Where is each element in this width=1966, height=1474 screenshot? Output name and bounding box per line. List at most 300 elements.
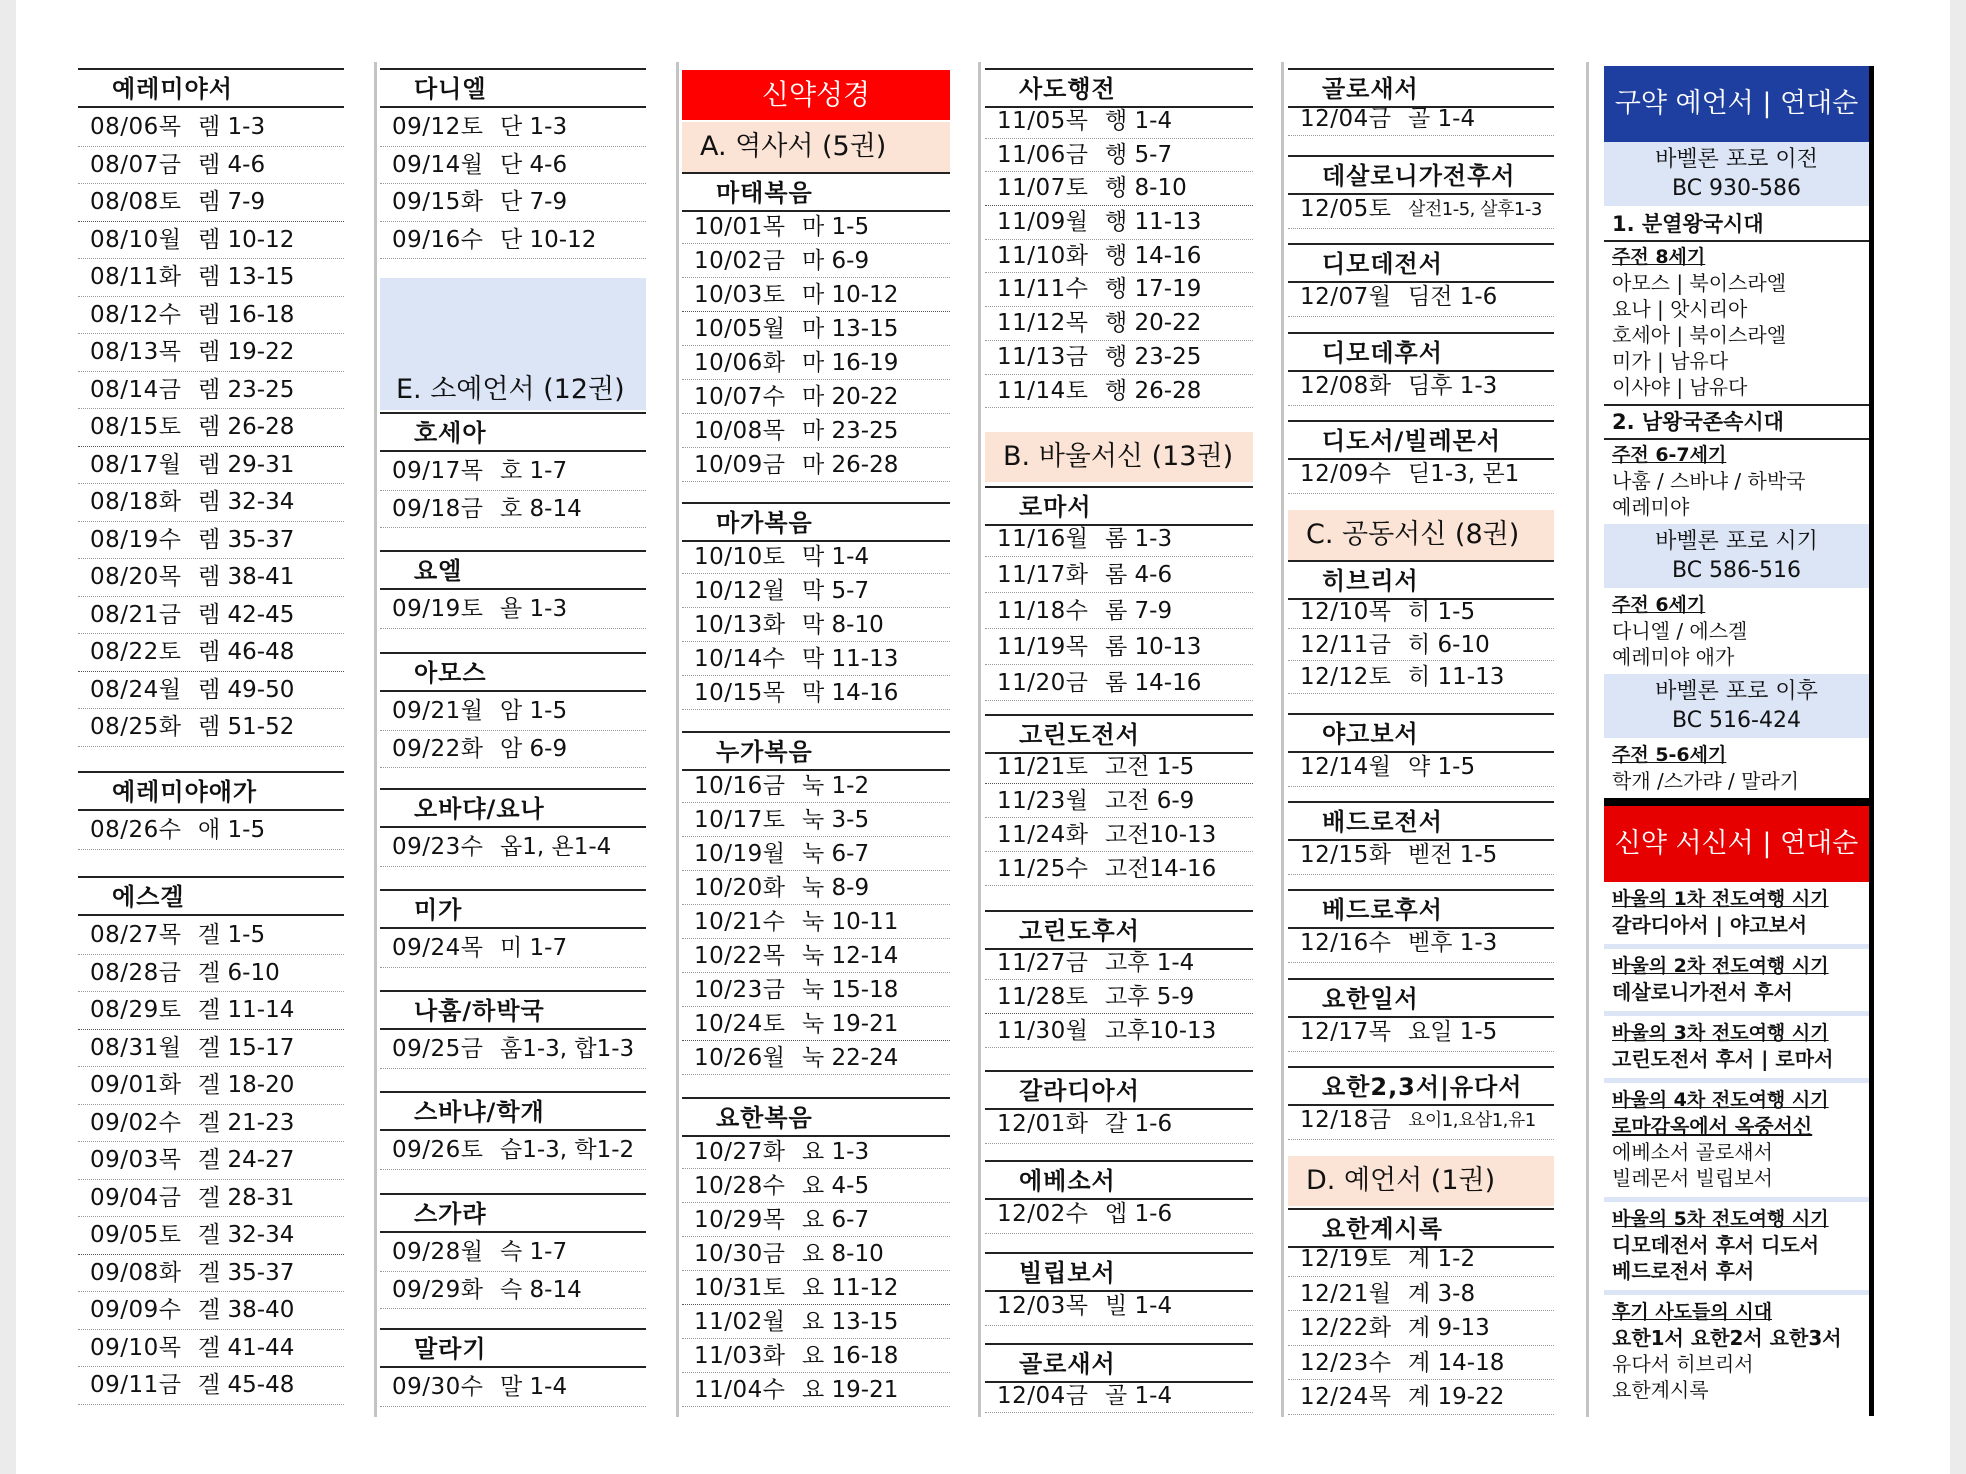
book-title: 고린도후서 bbox=[985, 910, 1253, 950]
reading-row bbox=[682, 414, 950, 448]
reading-row bbox=[1288, 596, 1554, 629]
reading-row bbox=[985, 946, 1253, 980]
reading-range: 렘 10-12 bbox=[198, 226, 295, 253]
reading-date: 12/22화 bbox=[1300, 1315, 1392, 1341]
reading-row bbox=[985, 172, 1253, 206]
book-title: 골로새서 bbox=[1288, 68, 1554, 108]
reading-date: 11/25수 bbox=[997, 856, 1089, 882]
reading-row bbox=[380, 1132, 646, 1170]
reading-range: 요 13-15 bbox=[802, 1309, 899, 1335]
reading-rows bbox=[985, 946, 1253, 1048]
reading-range: 겔 28-31 bbox=[198, 1184, 295, 1211]
reading-rows bbox=[1288, 1014, 1554, 1052]
reading-row bbox=[78, 259, 344, 297]
reading-range: 마 6-9 bbox=[802, 248, 870, 274]
reading-row bbox=[682, 1169, 950, 1203]
reading-date: 11/30월 bbox=[997, 1018, 1089, 1044]
period-title: 바울의 1차 전도여행 시기 bbox=[1612, 888, 1829, 910]
reading-date: 12/08화 bbox=[1300, 373, 1392, 399]
reading-date: 11/16월 bbox=[997, 526, 1089, 552]
reading-row bbox=[380, 930, 646, 968]
reading-date: 09/05토 bbox=[90, 1222, 182, 1248]
period-years: BC 930-586 bbox=[1672, 176, 1801, 201]
reading-range: 렘 23-25 bbox=[198, 376, 295, 403]
reading-range: 단 4-6 bbox=[500, 151, 568, 178]
reading-date: 12/19토 bbox=[1300, 1246, 1392, 1272]
reading-row bbox=[78, 447, 344, 485]
reading-range: 눅 8-9 bbox=[802, 875, 870, 901]
reading-row bbox=[682, 1373, 950, 1407]
reading-range: 마 13-15 bbox=[802, 316, 899, 342]
reading-range: 렘 49-50 bbox=[198, 676, 295, 703]
reading-date: 12/24목 bbox=[1300, 1384, 1392, 1410]
century-5-6-box bbox=[1604, 740, 1869, 798]
reading-range: 겔 38-40 bbox=[198, 1297, 295, 1323]
category-label: A. 역사서 (5권) bbox=[682, 122, 950, 172]
reading-range: 겔 24-27 bbox=[198, 1147, 295, 1173]
reading-range: 막 11-13 bbox=[802, 646, 899, 672]
reading-date: 11/18수 bbox=[997, 598, 1089, 624]
reading-range: 렘 7-9 bbox=[198, 189, 266, 215]
column-4 bbox=[985, 0, 1253, 1474]
reading-rows bbox=[682, 769, 950, 1075]
legend-line: 데살로니가전서 후서 bbox=[1612, 980, 1793, 1004]
reading-date: 12/12토 bbox=[1300, 664, 1392, 690]
reading-row bbox=[682, 939, 950, 973]
reading-date: 09/15화 bbox=[392, 189, 484, 215]
category-label: E. 소예언서 (12권) bbox=[396, 374, 625, 405]
reading-range: 고후 5-9 bbox=[1105, 984, 1195, 1010]
reading-row bbox=[682, 1271, 950, 1305]
reading-date: 10/14수 bbox=[694, 646, 786, 672]
column-3 bbox=[682, 0, 950, 1474]
reading-row bbox=[985, 593, 1253, 629]
reading-range: 렘 4-6 bbox=[198, 151, 266, 178]
reading-row bbox=[380, 591, 646, 629]
legend-divider bbox=[1604, 1197, 1869, 1202]
reading-date: 08/21금 bbox=[90, 601, 182, 628]
reading-date: 12/09수 bbox=[1300, 461, 1392, 487]
book-title: 골로새서 bbox=[985, 1343, 1253, 1383]
reading-rows bbox=[78, 812, 344, 850]
reading-range: 히 6-10 bbox=[1408, 631, 1490, 658]
reading-range: 요이1,요삼1,유1 bbox=[1408, 1110, 1536, 1131]
chronology-legend bbox=[1604, 66, 1874, 1416]
legend-line: 나훔 / 스바냐 / 하박국 bbox=[1612, 469, 1806, 493]
reading-row bbox=[985, 375, 1253, 409]
reading-date: 10/22목 bbox=[694, 943, 786, 969]
ot-legend-title: 구약 예언서 | 연대순 bbox=[1604, 66, 1869, 142]
period-title: 바울의 3차 전도여행 시기 bbox=[1612, 1022, 1829, 1044]
reading-date: 12/17목 bbox=[1300, 1019, 1392, 1045]
book-title: 요한일서 bbox=[1288, 978, 1554, 1018]
reading-row bbox=[78, 1142, 344, 1180]
reading-range: 계 1-2 bbox=[1408, 1246, 1476, 1272]
reading-date: 08/24월 bbox=[90, 676, 182, 703]
reading-row bbox=[1288, 368, 1554, 406]
reading-range: 히 11-13 bbox=[1408, 664, 1505, 690]
reading-range: 애 1-5 bbox=[198, 817, 266, 843]
book-title: 나훔/하박국 bbox=[380, 990, 646, 1030]
book-title: 말라기 bbox=[380, 1328, 646, 1368]
reading-row bbox=[985, 557, 1253, 593]
reading-range: 겔 18-20 bbox=[198, 1072, 295, 1098]
reading-row bbox=[380, 147, 646, 185]
reading-range: 욜 1-3 bbox=[500, 596, 568, 622]
reading-date: 09/10목 bbox=[90, 1334, 182, 1361]
reading-row bbox=[380, 731, 646, 769]
reading-date: 09/26토 bbox=[392, 1137, 484, 1163]
reading-range: 막 14-16 bbox=[802, 680, 899, 706]
legend-line: 유다서 히브리서 bbox=[1612, 1352, 1754, 1376]
reading-date: 10/30금 bbox=[694, 1241, 786, 1267]
reading-row bbox=[1288, 925, 1554, 963]
reading-date: 08/15토 bbox=[90, 414, 182, 440]
reading-date: 08/12수 bbox=[90, 301, 182, 328]
reading-row bbox=[985, 629, 1253, 665]
reading-row bbox=[78, 522, 344, 560]
period-title: 바울의 5차 전도여행 시기 bbox=[1612, 1208, 1829, 1230]
legend-line: 요한1서 요한2서 요한3서 bbox=[1612, 1326, 1842, 1350]
column-5 bbox=[1288, 0, 1554, 1474]
reading-date: 09/08화 bbox=[90, 1259, 182, 1286]
reading-range: 행 1-4 bbox=[1105, 108, 1173, 134]
reading-rows bbox=[1288, 456, 1554, 494]
legend-line: 갈라디아서 | 야고보서 bbox=[1612, 913, 1808, 937]
reading-date: 10/15목 bbox=[694, 680, 786, 706]
period-title: 바울의 4차 전도여행 시기 bbox=[1612, 1089, 1829, 1111]
reading-row bbox=[78, 409, 344, 447]
reading-row bbox=[78, 1255, 344, 1293]
reading-range: 고전10-13 bbox=[1105, 822, 1217, 848]
reading-date: 11/17화 bbox=[997, 562, 1089, 588]
reading-row bbox=[78, 709, 344, 747]
reading-row bbox=[985, 139, 1253, 173]
reading-date: 12/05토 bbox=[1300, 196, 1392, 222]
book-title: 로마서 bbox=[985, 486, 1253, 526]
reading-rows bbox=[380, 1132, 646, 1170]
reading-range: 렘 13-15 bbox=[198, 264, 295, 290]
epistle-period bbox=[1604, 1299, 1869, 1403]
reading-date: 12/10목 bbox=[1300, 599, 1392, 625]
reading-row bbox=[380, 829, 646, 867]
reading-row bbox=[78, 484, 344, 522]
epistle-period bbox=[1604, 953, 1869, 1005]
reading-range: 렘 46-48 bbox=[198, 639, 295, 665]
column-divider bbox=[1281, 62, 1284, 1417]
reading-range: 행 8-10 bbox=[1105, 175, 1187, 202]
reading-date: 12/16수 bbox=[1300, 930, 1392, 956]
reading-row bbox=[985, 105, 1253, 139]
reading-row bbox=[682, 905, 950, 939]
reading-range: 엡 1-6 bbox=[1105, 1201, 1173, 1227]
period-years: BC 586-516 bbox=[1672, 558, 1801, 583]
reading-date: 12/04금 bbox=[997, 1383, 1089, 1409]
legend-line: 에베소서 골로새서 bbox=[1612, 1140, 1773, 1164]
reading-date: 08/28금 bbox=[90, 959, 182, 986]
reading-date: 09/14월 bbox=[392, 151, 484, 178]
reading-row bbox=[78, 109, 344, 147]
reading-date: 11/04수 bbox=[694, 1377, 786, 1403]
reading-range: 요 11-12 bbox=[802, 1275, 899, 1301]
reading-date: 09/16수 bbox=[392, 226, 484, 253]
reading-rows bbox=[380, 1031, 646, 1069]
reading-range: 고후10-13 bbox=[1105, 1018, 1217, 1044]
period-years: BC 516-424 bbox=[1672, 708, 1801, 733]
reading-range: 눅 12-14 bbox=[802, 943, 899, 969]
reading-range: 눅 6-7 bbox=[802, 841, 870, 867]
period-label: 바벨론 포로 시기 bbox=[1655, 529, 1818, 554]
reading-row bbox=[380, 1031, 646, 1069]
reading-range: 호 8-14 bbox=[500, 495, 582, 522]
reading-rows bbox=[78, 109, 344, 747]
reading-row bbox=[78, 1030, 344, 1068]
reading-range: 렘 29-31 bbox=[198, 451, 295, 478]
reading-row bbox=[682, 448, 950, 482]
legend-line: 미가 | 남유다 bbox=[1612, 349, 1729, 373]
reading-range: 마 16-19 bbox=[802, 350, 899, 376]
reading-row bbox=[682, 837, 950, 871]
reading-date: 12/03목 bbox=[997, 1293, 1089, 1319]
book-title: 다니엘 bbox=[380, 68, 646, 108]
reading-date: 09/18금 bbox=[392, 495, 484, 522]
book-title: 디도서/빌레몬서 bbox=[1288, 420, 1554, 460]
reading-date: 11/27금 bbox=[997, 950, 1089, 976]
book-title: 호세아 bbox=[380, 412, 646, 452]
legend-divider bbox=[1604, 1290, 1869, 1295]
reading-date: 08/26수 bbox=[90, 817, 182, 843]
reading-date: 11/24화 bbox=[997, 822, 1089, 848]
nt-legend-title: 신약 서신서 | 연대순 bbox=[1604, 806, 1869, 882]
reading-range: 계 19-22 bbox=[1408, 1384, 1505, 1410]
reading-row bbox=[78, 147, 344, 185]
book-title: 빌립보서 bbox=[985, 1252, 1253, 1292]
reading-range: 눅 3-5 bbox=[802, 807, 870, 833]
legend-line: 베드로전서 후서 bbox=[1612, 1259, 1755, 1283]
reading-range: 롬 14-16 bbox=[1105, 670, 1202, 696]
reading-range: 훔1-3, 합1-3 bbox=[500, 1036, 635, 1062]
kingdom-era-1: 1. 분열왕국시대 bbox=[1604, 208, 1869, 242]
reading-date: 10/17토 bbox=[694, 807, 786, 833]
reading-date: 10/08목 bbox=[694, 418, 786, 444]
reading-row bbox=[682, 346, 950, 380]
reading-range: 눅 10-11 bbox=[802, 909, 899, 935]
reading-rows bbox=[682, 1135, 950, 1407]
reading-range: 렘 26-28 bbox=[198, 414, 295, 440]
reading-range: 요 8-10 bbox=[802, 1241, 884, 1267]
reading-range: 행 20-22 bbox=[1105, 310, 1202, 337]
reading-date: 11/02월 bbox=[694, 1309, 786, 1335]
reading-rows bbox=[1288, 191, 1554, 229]
reading-range: 갈 1-6 bbox=[1105, 1111, 1173, 1137]
reading-date: 09/09수 bbox=[90, 1297, 182, 1323]
book-title: 야고보서 bbox=[1288, 713, 1554, 753]
reading-range: 겔 1-5 bbox=[198, 922, 266, 948]
reading-range: 롬 4-6 bbox=[1105, 562, 1173, 588]
reading-row bbox=[985, 1014, 1253, 1048]
reading-row bbox=[682, 1135, 950, 1169]
column-divider bbox=[374, 62, 377, 1417]
reading-range: 롬 10-13 bbox=[1105, 634, 1202, 660]
reading-row bbox=[1288, 1311, 1554, 1346]
reading-date: 09/24목 bbox=[392, 935, 484, 961]
reading-rows bbox=[78, 917, 344, 1405]
book-title: 요엘 bbox=[380, 550, 646, 590]
reading-date: 10/23금 bbox=[694, 977, 786, 1003]
reading-date: 08/29토 bbox=[90, 997, 182, 1023]
reading-range: 겔 35-37 bbox=[198, 1259, 295, 1286]
legend-divider bbox=[1604, 944, 1869, 949]
reading-date: 11/28토 bbox=[997, 984, 1089, 1010]
reading-date: 09/29화 bbox=[392, 1276, 484, 1303]
reading-date: 10/02금 bbox=[694, 248, 786, 274]
column-2 bbox=[380, 0, 646, 1474]
reading-row bbox=[985, 240, 1253, 274]
reading-row bbox=[985, 1379, 1253, 1413]
epistle-period bbox=[1604, 1020, 1869, 1072]
reading-range: 겔 6-10 bbox=[198, 959, 280, 986]
reading-row bbox=[78, 955, 344, 993]
reading-rows bbox=[1288, 749, 1554, 787]
period-exile bbox=[1604, 524, 1869, 590]
century-label: 주전 8세기 bbox=[1612, 246, 1706, 268]
reading-row bbox=[78, 672, 344, 710]
reading-row bbox=[682, 803, 950, 837]
century-label: 주전 6세기 bbox=[1612, 594, 1706, 616]
reading-row bbox=[985, 521, 1253, 557]
reading-date: 09/01화 bbox=[90, 1072, 182, 1098]
reading-rows bbox=[1288, 925, 1554, 963]
book-title: 베드로후서 bbox=[1288, 889, 1554, 929]
reading-range: 계 14-18 bbox=[1408, 1349, 1505, 1376]
legend-line: 빌레몬서 빌립보서 bbox=[1612, 1166, 1773, 1190]
reading-row bbox=[682, 210, 950, 244]
reading-range: 행 14-16 bbox=[1105, 242, 1202, 269]
reading-date: 09/30수 bbox=[392, 1374, 484, 1400]
reading-row bbox=[78, 634, 344, 672]
century-6-box bbox=[1604, 590, 1869, 674]
book-title: 디모데전서 bbox=[1288, 243, 1554, 283]
reading-row bbox=[380, 1234, 646, 1272]
reading-date: 09/21월 bbox=[392, 698, 484, 724]
category-label: B. 바울서신 (13권) bbox=[985, 432, 1253, 482]
reading-rows bbox=[985, 1288, 1253, 1326]
reading-row bbox=[1288, 1014, 1554, 1052]
period-title: 후기 사도들의 시대 bbox=[1612, 1301, 1773, 1323]
reading-date: 09/03목 bbox=[90, 1147, 182, 1173]
epistle-period bbox=[1604, 1087, 1869, 1191]
reading-range: 옵1, 욘1-4 bbox=[500, 834, 612, 860]
reading-row bbox=[985, 307, 1253, 341]
reading-row bbox=[682, 278, 950, 312]
reading-date: 11/23월 bbox=[997, 788, 1089, 814]
reading-row bbox=[78, 1367, 344, 1405]
reading-date: 11/13금 bbox=[997, 343, 1089, 370]
reading-range: 행 5-7 bbox=[1105, 141, 1173, 168]
reading-row bbox=[1288, 456, 1554, 494]
new-testament-banner: 신약성경 bbox=[682, 70, 950, 120]
reading-range: 렘 19-22 bbox=[198, 339, 295, 365]
reading-date: 11/20금 bbox=[997, 670, 1089, 696]
reading-rows bbox=[682, 210, 950, 482]
reading-rows bbox=[380, 1234, 646, 1309]
reading-rows bbox=[1288, 279, 1554, 317]
reading-row bbox=[78, 184, 344, 222]
reading-row bbox=[78, 297, 344, 335]
reading-row bbox=[682, 1237, 950, 1271]
legend-line: 예레미야 bbox=[1612, 495, 1690, 519]
book-title: 에스겔 bbox=[78, 876, 344, 916]
reading-row bbox=[985, 1106, 1253, 1144]
reading-range: 겔 32-34 bbox=[198, 1222, 295, 1248]
reading-date: 10/01목 bbox=[694, 214, 786, 240]
reading-range: 행 23-25 bbox=[1105, 343, 1202, 370]
reading-date: 10/06화 bbox=[694, 350, 786, 376]
reading-range: 눅 15-18 bbox=[802, 977, 899, 1003]
reading-row bbox=[985, 1196, 1253, 1234]
reading-date: 09/02수 bbox=[90, 1109, 182, 1136]
reading-range: 겔 11-14 bbox=[198, 997, 295, 1023]
reading-date: 10/24토 bbox=[694, 1011, 786, 1037]
reading-range: 고전 1-5 bbox=[1105, 754, 1195, 780]
book-title: 데살로니가전후서 bbox=[1288, 155, 1554, 195]
reading-range: 약 1-5 bbox=[1408, 754, 1476, 780]
reading-range: 슥 1-7 bbox=[500, 1239, 568, 1265]
reading-range: 눅 19-21 bbox=[802, 1011, 899, 1037]
reading-date: 11/07토 bbox=[997, 175, 1089, 202]
reading-row bbox=[1288, 1346, 1554, 1381]
reading-row bbox=[380, 1369, 646, 1407]
reading-date: 10/09금 bbox=[694, 452, 786, 478]
reading-date: 08/19수 bbox=[90, 526, 182, 553]
reading-rows bbox=[985, 1379, 1253, 1413]
reading-range: 마 26-28 bbox=[802, 452, 899, 478]
reading-range: 요 1-3 bbox=[802, 1139, 870, 1165]
reading-date: 12/11금 bbox=[1300, 631, 1392, 658]
book-title: 갈라디아서 bbox=[985, 1070, 1253, 1110]
reading-date: 09/04금 bbox=[90, 1184, 182, 1211]
book-title: 누가복음 bbox=[682, 731, 950, 771]
reading-range: 딛1-3, 몬1 bbox=[1408, 461, 1520, 487]
legend-line: 호세아 | 북이스라엘 bbox=[1612, 323, 1787, 347]
reading-date: 08/25화 bbox=[90, 714, 182, 740]
legend-line: 고린도전서 후서 | 로마서 bbox=[1612, 1047, 1834, 1071]
reading-range: 단 1-3 bbox=[500, 114, 568, 140]
reading-row bbox=[1288, 749, 1554, 787]
reading-row bbox=[985, 665, 1253, 701]
reading-range: 롬 1-3 bbox=[1105, 526, 1173, 552]
reading-row bbox=[78, 372, 344, 410]
reading-date: 09/19토 bbox=[392, 596, 484, 622]
book-title: 아모스 bbox=[380, 652, 646, 692]
reading-row bbox=[682, 540, 950, 574]
reading-row bbox=[380, 184, 646, 222]
period-label: 바벨론 포로 이후 bbox=[1655, 679, 1818, 704]
reading-date: 12/15화 bbox=[1300, 842, 1392, 868]
epistle-period bbox=[1604, 1206, 1869, 1284]
legend-line: 학개 /스가랴 / 말라기 bbox=[1612, 769, 1800, 793]
book-title: 요한복음 bbox=[682, 1097, 950, 1137]
reading-range: 벧전 1-5 bbox=[1408, 842, 1498, 868]
legend-line: 요한계시록 bbox=[1612, 1378, 1709, 1402]
legend-line: 아모스 | 북이스라엘 bbox=[1612, 271, 1787, 295]
reading-date: 11/12목 bbox=[997, 310, 1089, 337]
reading-date: 11/14토 bbox=[997, 377, 1089, 404]
reading-row bbox=[985, 980, 1253, 1014]
legend-line: 이사야 | 남유다 bbox=[1612, 375, 1748, 399]
legend-divider bbox=[1604, 798, 1869, 806]
reading-range: 렘 16-18 bbox=[198, 301, 295, 328]
